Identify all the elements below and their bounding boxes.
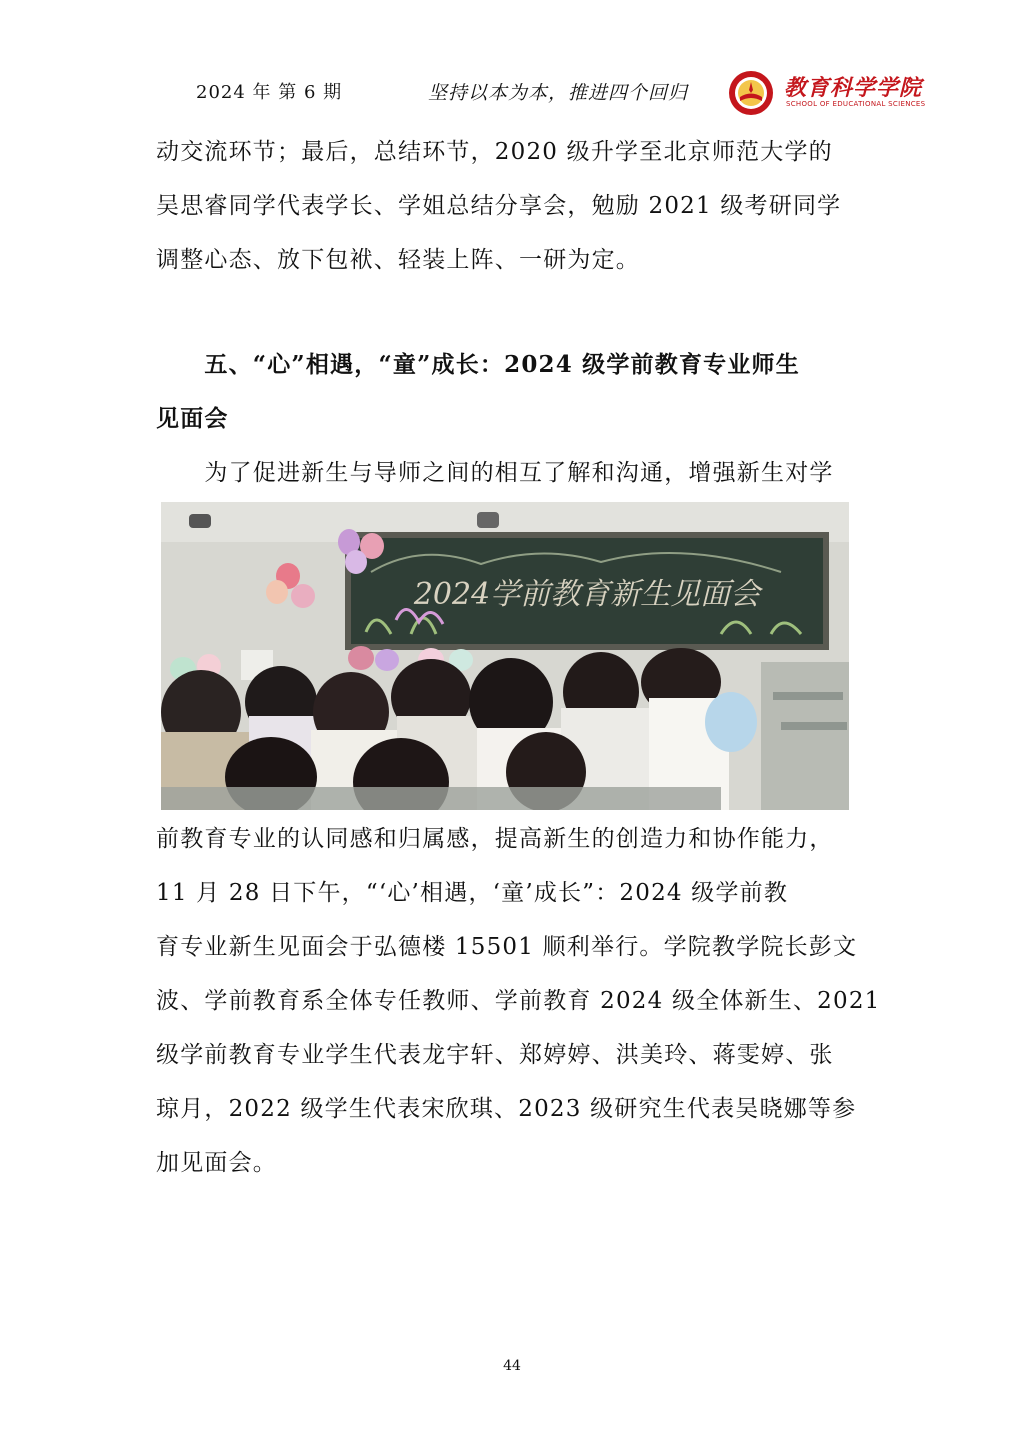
body-paragraph-top bbox=[156, 125, 872, 287]
school-seal-icon bbox=[728, 70, 774, 116]
text-line: 琼月，2022 级学生代表宋欣琪、2023 级研究生代表吴晓娜等参 bbox=[156, 1096, 857, 1122]
classroom-photo bbox=[161, 502, 849, 810]
text-line: 级学前教育专业学生代表龙宇轩、郑婷婷、洪美玲、蒋雯婷、张 bbox=[156, 1042, 834, 1068]
heading-line: 五、“心”相遇，“童”成长：2024 级学前教育专业师生 bbox=[156, 351, 800, 378]
heading-line: 见面会 bbox=[156, 405, 229, 432]
classroom-scene bbox=[161, 502, 849, 810]
school-name-en: SCHOOL OF EDUCATIONAL SCIENCES bbox=[786, 100, 926, 108]
camera-icon bbox=[189, 514, 211, 528]
text-line: 前教育专业的认同感和归属感，提高新生的创造力和协作能力， bbox=[156, 826, 834, 852]
text-line: 为了促进新生与导师之间的相互了解和沟通，增强新生对学 bbox=[156, 460, 834, 486]
body-paragraph-bottom bbox=[156, 812, 881, 1190]
school-logo bbox=[728, 70, 926, 116]
section-heading bbox=[156, 338, 872, 446]
blackboard-text: 2024学前教育新生见面会 bbox=[413, 577, 761, 612]
school-name-cn: 教育科学学院 bbox=[784, 75, 923, 101]
text-line: 加见面会。 bbox=[156, 1150, 277, 1176]
text-line: 吴思睿同学代表学长、学姐总结分享会，勉励 2021 级考研同学 bbox=[156, 193, 842, 219]
text-line: 育专业新生见面会于弘德楼 15501 顺利举行。学院教学院长彭文 bbox=[156, 934, 858, 960]
page-number: 44 bbox=[503, 1358, 521, 1374]
text-line: 波、学前教育系全体专任教师、学前教育 2024 级全体新生、2021 bbox=[156, 988, 881, 1014]
page-header bbox=[0, 70, 1024, 120]
body-intro-line bbox=[156, 446, 872, 500]
text-line: 11 月 28 日下午，“‘心’相遇，‘童’成长”：2024 级学前教 bbox=[156, 880, 789, 906]
blackboard bbox=[345, 532, 829, 650]
header-motto: 坚持以本为本，推进四个回归 bbox=[428, 82, 689, 104]
text-line: 动交流环节；最后，总结环节，2020 级升学至北京师范大学的 bbox=[156, 139, 833, 165]
issue-label: 2024 年 第 6 期 bbox=[196, 82, 343, 103]
text-line: 调整心态、放下包袱、轻装上阵、一研为定。 bbox=[156, 247, 640, 273]
